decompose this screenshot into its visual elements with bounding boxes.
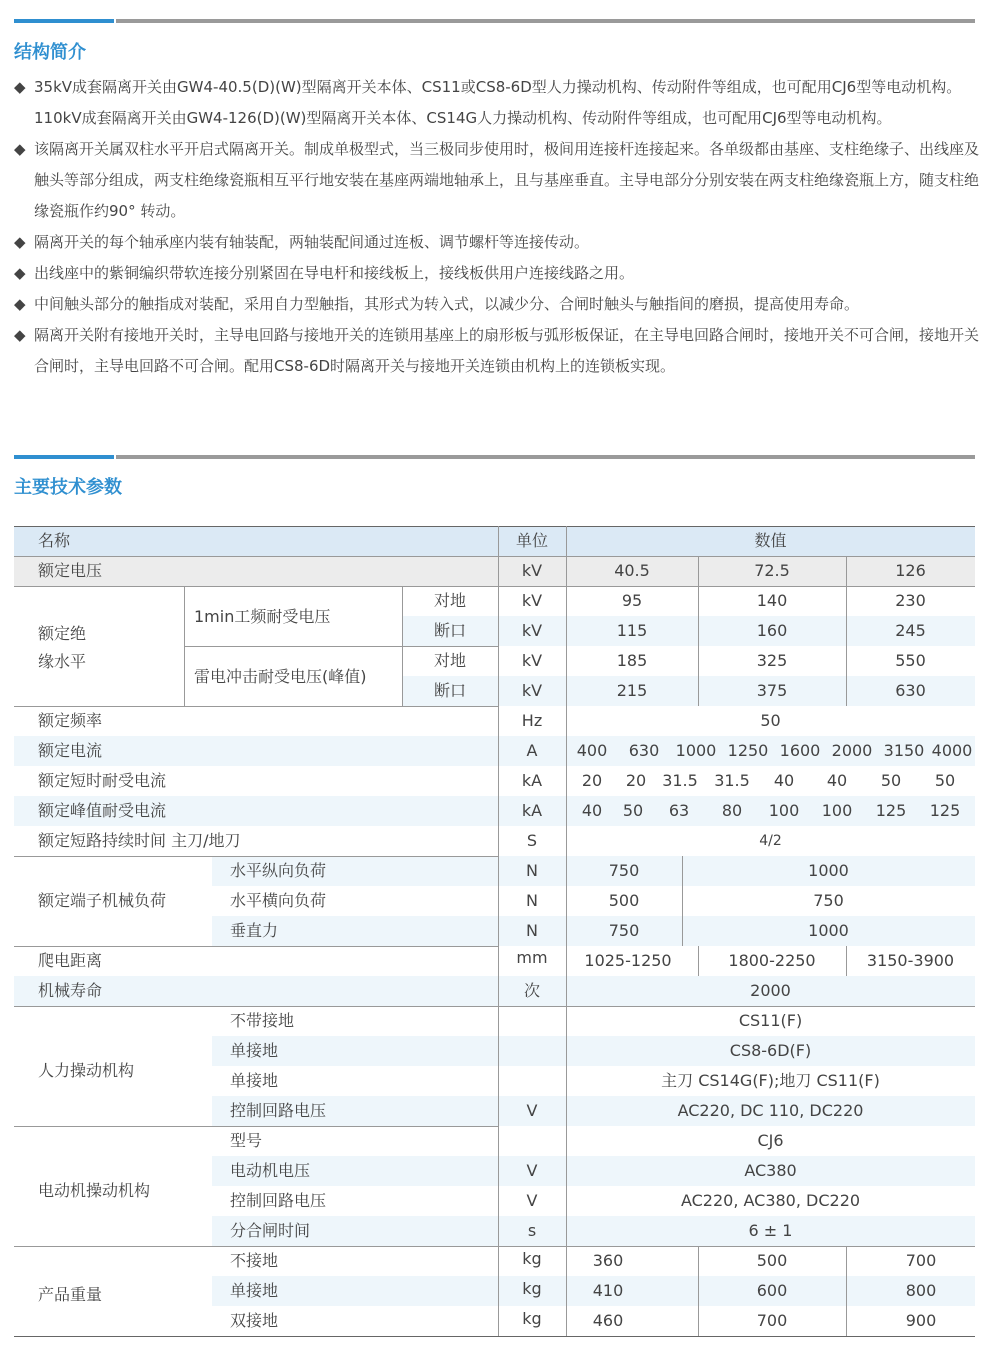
cell-value: 1025-1250: [584, 951, 672, 970]
insulation-label: [38, 620, 86, 676]
cell-value: 31.5: [714, 771, 750, 790]
cell-value: 700: [756, 1311, 788, 1330]
col-divider: [566, 526, 567, 1336]
cell-value: 125: [929, 801, 961, 820]
table-row: [212, 1156, 975, 1186]
row-sublabel: 控制回路电压: [230, 1101, 327, 1120]
header-value: 数值: [754, 531, 787, 550]
lightning-label: 雷电冲击耐受电压(峰值): [194, 667, 367, 686]
paragraph-text: 该隔离开关属双柱水平开启式隔离开关。制成单极型式，当三极同步使用时，极间用连接杆连接起来。各单级都由基座、支柱绝缘子、出线座及触头等部分组成，两支柱绝缘瓷瓶相互平行地安装在基座两端地轴承上，且与基座垂直。主导电部分分别安装在两支柱绝缘瓷瓶上方，随支柱绝缘瓷瓶作约90° 转动。: [34, 140, 980, 220]
cell-value: 2000: [831, 741, 873, 760]
insulation-label-line1: 额定绝: [38, 624, 87, 643]
cell-value: 1250: [727, 741, 769, 760]
table-row: [14, 976, 975, 1006]
table-row: [212, 1186, 975, 1216]
row-sublabel: 水平纵向负荷: [230, 861, 327, 880]
table-header-row: [14, 526, 975, 556]
row-label: 机械寿命: [38, 981, 103, 1000]
cell-value: 50: [760, 711, 781, 730]
section2-divider-bar: [116, 455, 975, 459]
cell-value: 140: [756, 591, 788, 610]
power-freq-label: 1min工频耐受电压: [194, 607, 331, 626]
table-row: [212, 1276, 975, 1306]
cell-value: 460: [592, 1311, 624, 1330]
row-divider: [14, 856, 498, 857]
intro-bullet: [14, 72, 986, 134]
motor-mechanism-label: 电动机操动机构: [38, 1181, 151, 1200]
cell-value: 900: [905, 1311, 937, 1330]
cell-value: 72.5: [754, 561, 790, 580]
section2-title: 主要技术参数: [14, 477, 122, 498]
table-row: [14, 946, 975, 976]
cell-value: AC220, AC380, DC220: [680, 1191, 861, 1210]
section2-accent-bar: [14, 455, 114, 459]
row-label: 爬电距离: [38, 951, 103, 970]
row-unit: N: [526, 891, 538, 910]
row-unit: kV: [521, 681, 543, 700]
bullet-icon: ◆: [14, 78, 26, 96]
cell-value: 3150-3900: [866, 951, 955, 970]
intro-bullet: [14, 134, 986, 227]
cell-value: 40: [581, 801, 603, 820]
cell-value: 4/2: [759, 833, 782, 849]
insulation-label-line2: 缘水平: [38, 652, 87, 671]
intro-bullet: [14, 258, 986, 289]
cell-value: 375: [756, 681, 788, 700]
cell-value: 100: [768, 801, 800, 820]
cell-value: 31.5: [662, 771, 698, 790]
bullet-icon: ◆: [14, 140, 26, 158]
col-divider: [698, 946, 699, 976]
cell-value: 630: [895, 681, 926, 700]
cell-value: 40: [773, 771, 795, 790]
table-row: [14, 766, 975, 796]
cell-value: 100: [821, 801, 853, 820]
cell-value: 750: [813, 891, 844, 910]
row-unit: N: [526, 921, 538, 940]
row-sublabel: 垂直力: [230, 921, 279, 940]
row-divider: [14, 586, 975, 587]
row-sublabel: 单接地: [230, 1071, 279, 1090]
paragraph-text: 35kV成套隔离开关由GW4-40.5(D)(W)型隔离开关本体、CS11或CS8-6D型人力操动机构、传动附件等组成，也可配用CJ6型等电动机构。110kV成套隔离开关由GW4-126(D)(W)型隔离开关本体、CS14G人力操动机构、传动附件等组成，也可配用CJ6型等电动机构。: [34, 78, 962, 127]
row-sublabel: 单接地: [230, 1281, 279, 1300]
manual-mechanism-label: 人力操动机构: [38, 1061, 135, 1080]
row-unit: kA: [521, 771, 543, 790]
cell-value: 20: [581, 771, 603, 790]
table-row: [402, 616, 975, 646]
section1-divider-bar: [116, 19, 975, 23]
row-unit: Hz: [521, 711, 543, 730]
table-row: [212, 916, 975, 946]
cell-value: 50: [622, 801, 644, 820]
row-sublabel: 分合闸时间: [230, 1221, 311, 1240]
row-unit: S: [526, 831, 538, 850]
header-unit: 单位: [515, 531, 548, 550]
row-unit: [498, 1066, 566, 1096]
table-row: [212, 1036, 975, 1066]
cell-value: 1000: [808, 921, 849, 940]
cell-value: CS11(F): [738, 1011, 803, 1030]
cell-value: 500: [608, 891, 640, 910]
table-row: [212, 1066, 975, 1096]
row-sublabel: 型号: [230, 1131, 263, 1150]
cell-value: 185: [616, 651, 648, 670]
table-row: [14, 796, 975, 826]
row-divider: [14, 556, 975, 557]
product-weight-label: 产品重量: [38, 1285, 103, 1304]
row-unit: kg: [522, 1279, 542, 1298]
row-sublabel: 对地: [433, 651, 466, 670]
row-unit: kV: [521, 591, 543, 610]
row-label: 额定峰值耐受电流: [38, 801, 167, 820]
section1-title: 结构简介: [14, 42, 86, 63]
table-row: [212, 1096, 975, 1126]
table-row: [14, 736, 975, 766]
row-label: 额定频率: [38, 711, 103, 730]
row-divider: [14, 706, 498, 707]
paragraph-text: 中间触头部分的触指成对装配，采用自力型触指，其形式为转入式，以减少分、合闸时触头与触指间的磨损，提高使用寿命。: [34, 295, 860, 313]
cell-value: 50: [880, 771, 902, 790]
table-row: [402, 676, 975, 706]
row-sublabel: 电动机电压: [230, 1161, 311, 1180]
cell-value: 800: [905, 1281, 937, 1300]
cell-value: 700: [905, 1251, 937, 1270]
row-label: 额定电压: [38, 561, 103, 580]
row-sublabel: 断口: [433, 681, 466, 700]
row-unit: kV: [521, 621, 543, 640]
row-divider: [184, 646, 498, 647]
row-sublabel: 控制回路电压: [230, 1191, 327, 1210]
row-label: 额定短路持续时间 主刀/地刀: [38, 831, 241, 850]
paragraph-text: 隔离开关的每个轴承座内装有轴装配，两轴装配间通过连板、调节螺杆等连接传动。: [34, 233, 590, 251]
table-row: [212, 1126, 975, 1156]
col-divider: [846, 1246, 847, 1336]
table-row: [212, 886, 975, 916]
intro-bullet: [14, 227, 986, 258]
row-divider: [14, 1246, 975, 1247]
table-top-border: [14, 526, 975, 527]
bullet-icon: ◆: [14, 233, 26, 251]
row-unit: kV: [521, 651, 543, 670]
cell-value: AC380: [744, 1161, 797, 1180]
table-row: [212, 1306, 975, 1336]
row-unit: A: [526, 741, 538, 760]
cell-value: 20: [625, 771, 647, 790]
cell-value: 500: [756, 1251, 788, 1270]
row-label: 额定短时耐受电流: [38, 771, 167, 790]
cell-value: 2000: [750, 981, 791, 1000]
table-bottom-border: [14, 1336, 975, 1337]
cell-value: 215: [616, 681, 648, 700]
table-row: [212, 1216, 975, 1246]
intro-bullet: [14, 289, 986, 320]
cell-value: CJ6: [757, 1131, 784, 1150]
row-unit: V: [526, 1161, 538, 1180]
row-unit: kA: [521, 801, 543, 820]
col-divider: [698, 1246, 699, 1336]
cell-value: 主刀 CS14G(F);地刀 CS11(F): [661, 1071, 880, 1090]
cell-value: 3150: [883, 741, 925, 760]
table-row: [212, 1246, 975, 1276]
row-divider: [14, 1126, 498, 1127]
cell-value: 400: [576, 741, 608, 760]
row-sublabel: 对地: [433, 591, 466, 610]
cell-value: 95: [621, 591, 643, 610]
col-divider: [402, 586, 403, 706]
row-label: 额定电流: [38, 741, 103, 760]
cell-value: 160: [756, 621, 788, 640]
row-unit: V: [526, 1101, 538, 1120]
paragraph-text: 出线座中的紫铜编织带软连接分别紧固在导电杆和接线板上，接线板供用户连接线路之用。: [34, 264, 635, 282]
cell-value: 325: [756, 651, 788, 670]
cell-value: 40.5: [614, 561, 650, 580]
cell-value: 6 ± 1: [748, 1221, 793, 1240]
row-unit: [498, 1036, 566, 1066]
row-unit: kg: [522, 1249, 542, 1268]
row-unit: s: [527, 1221, 537, 1240]
row-sublabel: 单接地: [230, 1041, 279, 1060]
cell-value: 1000: [675, 741, 717, 760]
col-divider: [698, 556, 699, 706]
cell-value: 750: [608, 861, 640, 880]
table-row: [14, 826, 975, 856]
cell-value: 1800-2250: [728, 951, 816, 970]
row-unit: 次: [523, 981, 540, 1000]
cell-value: 630: [628, 741, 660, 760]
cell-value: 750: [608, 921, 640, 940]
cell-value: 115: [616, 621, 648, 640]
col-divider: [846, 946, 847, 976]
table-row: [14, 556, 975, 586]
bullet-icon: ◆: [14, 295, 26, 313]
cell-value: 360: [592, 1251, 624, 1270]
cell-value: 230: [895, 591, 926, 610]
row-sublabel: 不接地: [230, 1251, 279, 1270]
row-sublabel: 不带接地: [230, 1011, 295, 1030]
intro-bullet: [14, 320, 986, 382]
table-row: [14, 706, 975, 736]
row-sublabel: 水平横向负荷: [230, 891, 327, 910]
col-divider: [846, 556, 847, 706]
row-divider: [14, 946, 498, 947]
row-unit: [498, 1126, 566, 1156]
paragraph-text: 隔离开关附有接地开关时，主导电回路与接地开关的连锁用基座上的扇形板与弧形板保证，在主导电回路合闸时，接地开关不可合闸，接地开关合闸时，主导电回路不可合闸。配用CS8-6D时隔离开关与接地开关连锁由机构上的连锁板实现。: [34, 326, 980, 375]
cell-value: CS8-6D(F): [729, 1041, 812, 1060]
cell-value: 410: [592, 1281, 624, 1300]
cell-value: 1000: [808, 861, 849, 880]
cell-value: 1600: [779, 741, 821, 760]
table-row: [212, 1006, 975, 1036]
col-divider: [498, 526, 499, 1336]
header-name: 名称: [38, 531, 71, 550]
row-sublabel: 断口: [433, 621, 466, 640]
intro-paragraphs: [14, 72, 986, 382]
cell-value: 63: [668, 801, 690, 820]
col-divider: [682, 856, 683, 946]
cell-value: 50: [934, 771, 956, 790]
row-unit: kg: [522, 1309, 542, 1328]
cell-value: 550: [895, 651, 926, 670]
cell-value: AC220, DC 110, DC220: [677, 1101, 864, 1120]
table-row: [14, 586, 975, 616]
row-sublabel: 双接地: [230, 1311, 279, 1330]
cell-value: 245: [895, 621, 926, 640]
bullet-icon: ◆: [14, 326, 26, 344]
terminal-load-label: 额定端子机械负荷: [38, 891, 167, 910]
bullet-icon: ◆: [14, 264, 26, 282]
row-divider: [14, 1006, 975, 1007]
cell-value: 126: [895, 561, 926, 580]
table-row: [212, 856, 975, 886]
row-unit: N: [526, 861, 538, 880]
row-unit: [498, 1006, 566, 1036]
section1-accent-bar: [14, 19, 114, 23]
row-unit: kV: [521, 561, 543, 580]
row-unit: mm: [516, 948, 548, 967]
cell-value: 4000: [931, 741, 973, 760]
col-divider: [184, 586, 185, 706]
cell-value: 80: [721, 801, 743, 820]
cell-value: 600: [756, 1281, 788, 1300]
table-row: [402, 646, 975, 676]
row-unit: V: [526, 1191, 538, 1210]
cell-value: 125: [875, 801, 907, 820]
cell-value: 40: [826, 771, 848, 790]
